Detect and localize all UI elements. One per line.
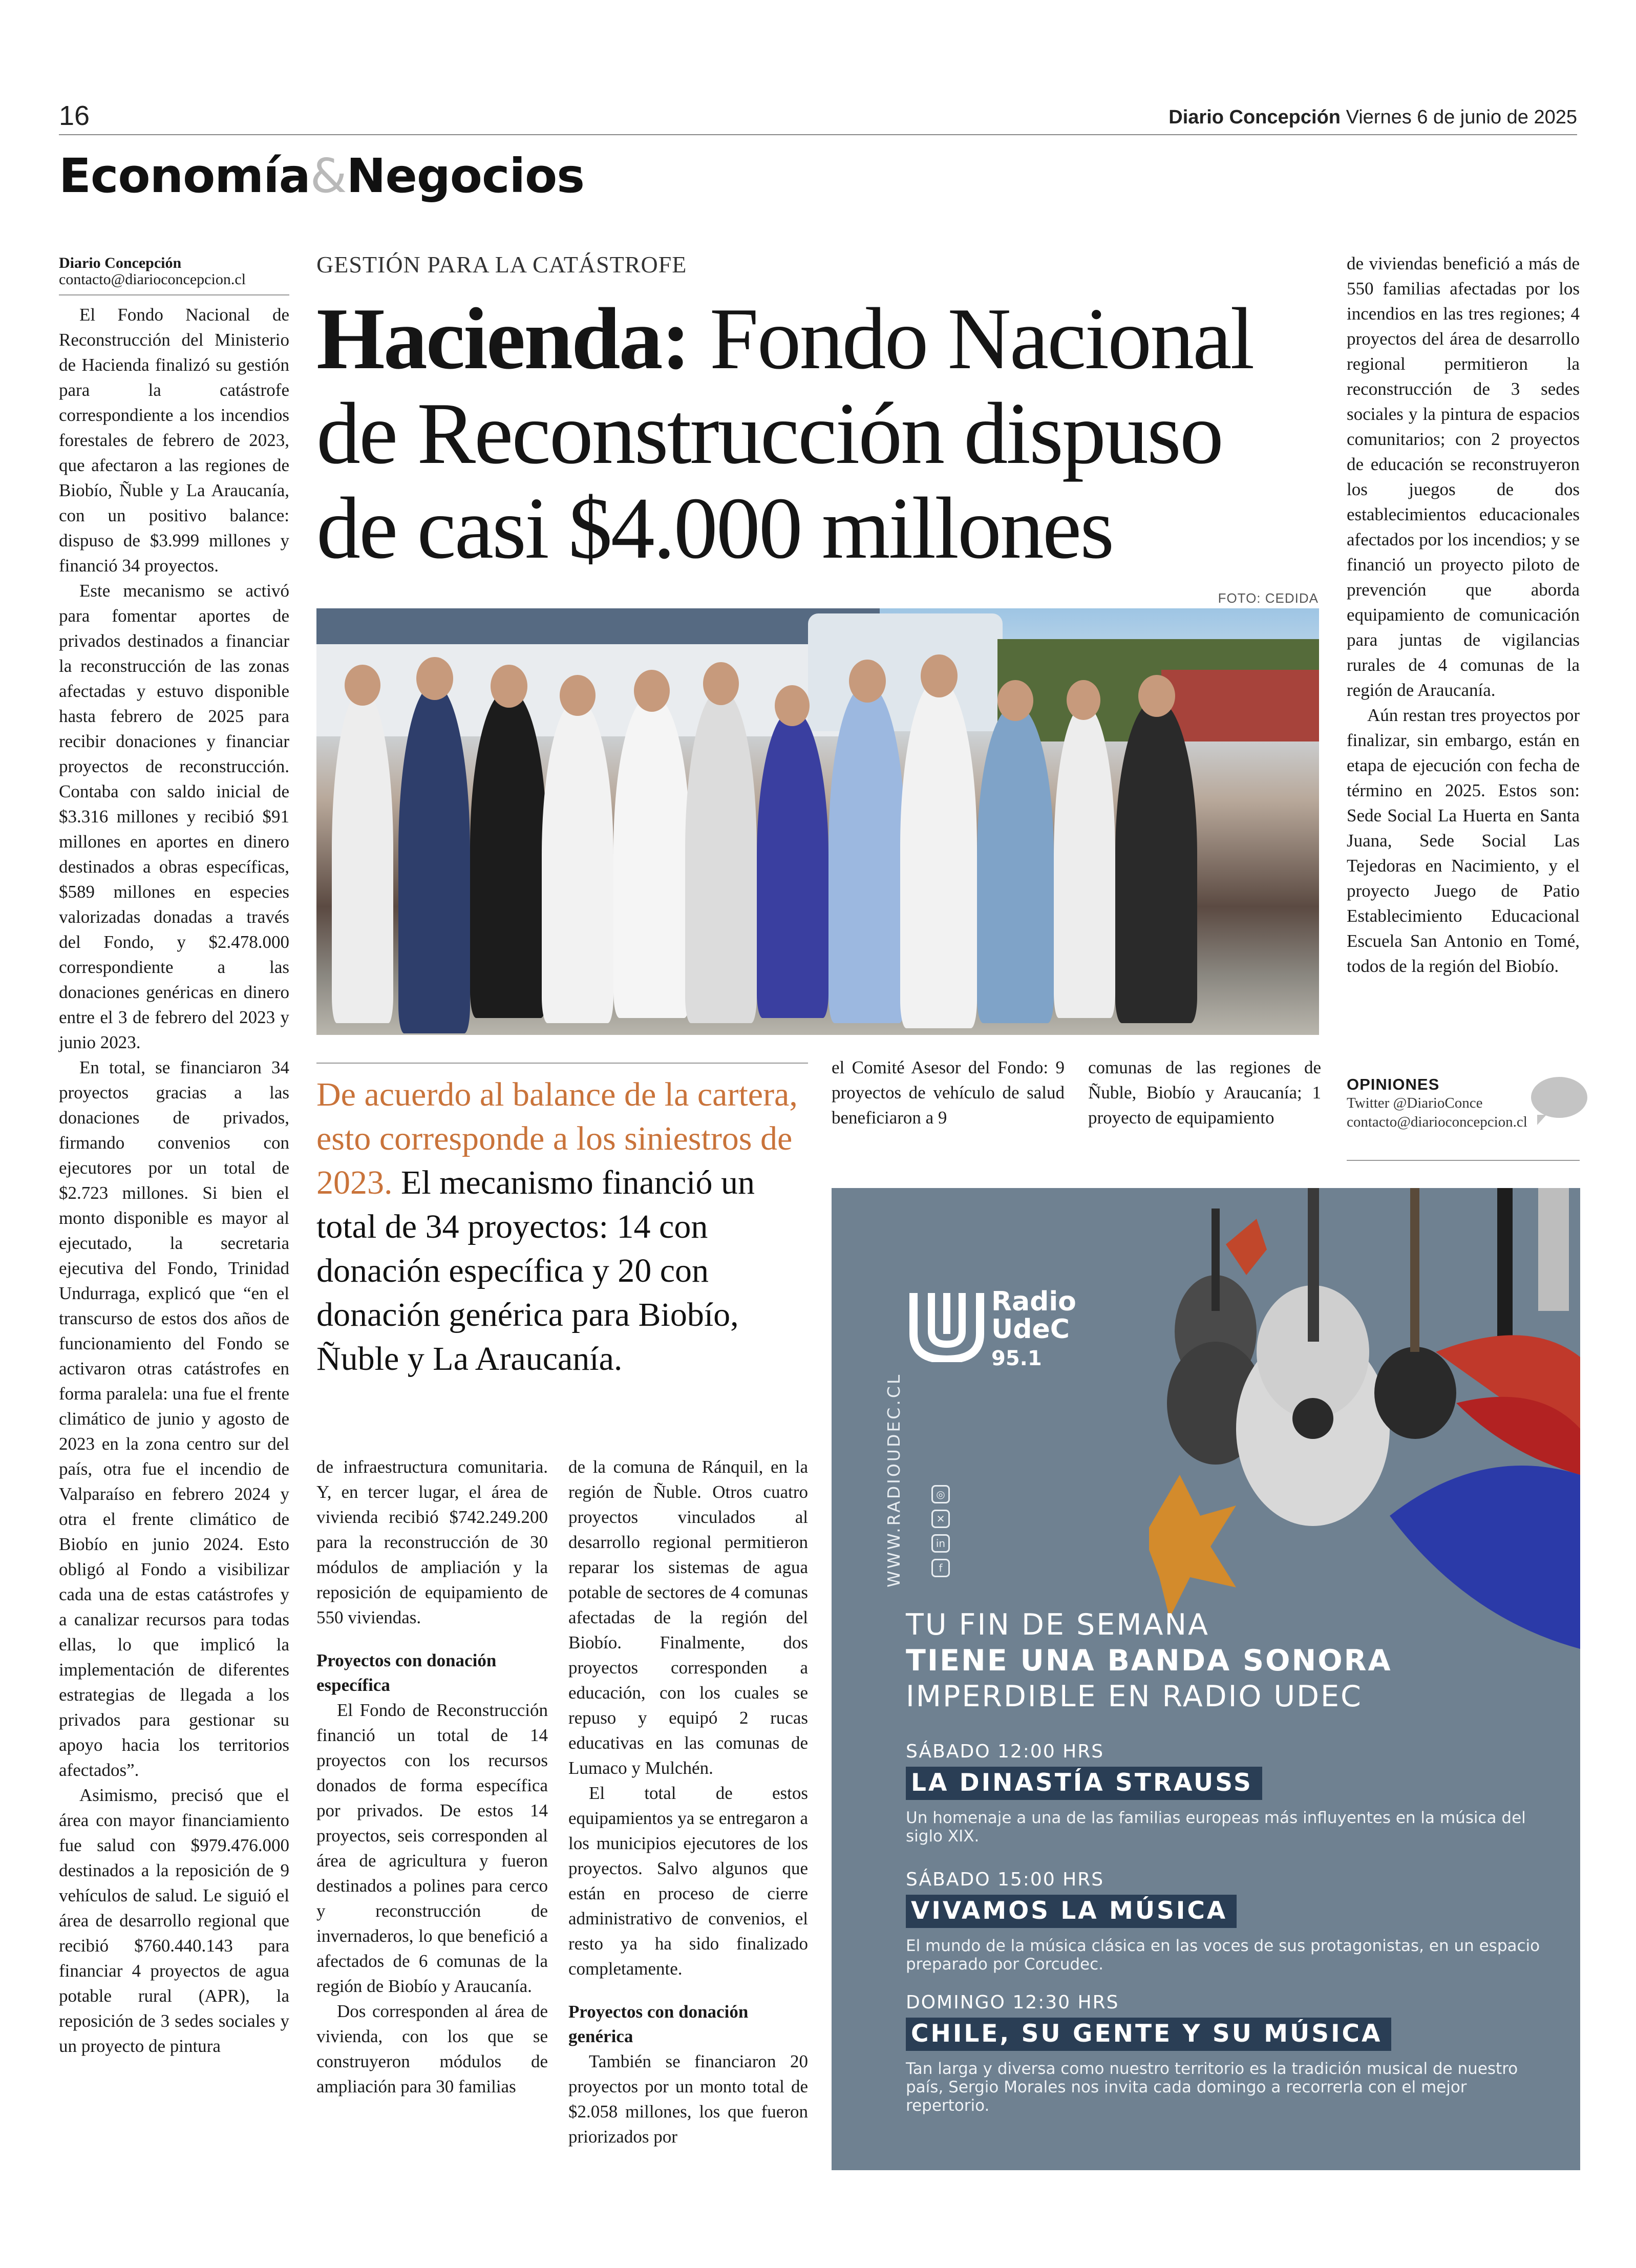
headline-rest: Fondo Nacional de Reconstrucción dispuso de casi $4.000 millones <box>316 290 1253 577</box>
section-title-right: Negocios <box>346 149 585 203</box>
pullquote-rule <box>316 1063 808 1064</box>
opinions-email: contacto@diarioconcepcion.cl <box>1347 1114 1527 1130</box>
paragraph: En total, se financiaron 34 proyectos gracias a las donaciones de privados, firmando convenios con ejecutores por un total de $2.723 millones. Si bien el monto disponible es mayor al ejecutado, la secretaria ejecutiva del Fondo, Trinidad Undurraga, explicó que “en el transcurso de estos dos años de funcionamiento del Fondo se activaron otras catástrofes en forma paralela: una fue el frente climático de junio y agosto de 2023 en la zona centro sur del país, otra fue el incendio de Valparaíso en febrero 2024 y otra el frente climático de Biobío en junio 2024. Esto obligó al Fondo a visibilizar cada una de estas catástrofes y a canalizar recursos para todas ellas, lo que implicó la implementación de diferentes estrategias de llegada a los privados para gestionar su apoyo hacia los territorios afectados”. <box>59 1057 289 1780</box>
paragraph: Aún restan tres proyectos por finalizar, sin embargo, están en etapa de ejecución con fecha de término en 2025. Estos son: Sede Social La Huerta en Santa Juana, Sede Social Las Tejedoras en Nacimiento, y el proyecto Juego de Patio Establecimiento Educacional Escuela San Antonio en Tomé, todos de la región del Biobío. <box>1347 705 1580 976</box>
paragraph: de infraestructura comunitaria. Y, en tercer lugar, el área de vivienda recibió $742.249.200 para la reconstrucción de 30 módulos de ampliación y la reposición de equipamiento de 550 viviendas. <box>316 1457 548 1627</box>
person-head <box>997 680 1033 721</box>
person <box>398 685 470 1033</box>
paragraph: Dos corresponden al área de vivienda, con los que se construyeron módulos de ampliación para 30 familias <box>316 2001 548 2096</box>
article-column-4 <box>832 1055 1065 1130</box>
person-head <box>560 675 596 716</box>
radio-udec-logo-icon <box>908 1285 985 1362</box>
facebook-icon: f <box>931 1559 950 1577</box>
program-name: LA DINASTÍA STRAUSS <box>906 1767 1262 1800</box>
article-column-3 <box>568 1454 808 2149</box>
radio-frequency: 95.1 <box>991 1347 1042 1370</box>
section-title-left: Economía <box>59 149 310 203</box>
masthead-info <box>1168 107 1577 129</box>
person <box>977 706 1054 1023</box>
radio-name <box>991 1288 1076 1343</box>
issue-date: Viernes 6 de junio de 2025 <box>1346 107 1577 128</box>
radio-name-line-2: UdeC <box>991 1314 1070 1345</box>
paragraph: El Fondo de Reconstrucción financió un total de 14 proyectos con los recursos donados de forma específica por privados. De estos 14 proyectos, seis corresponden al área de agricultura y fueron destinados a polines para cerco y reconstrucción de invernaderos, lo que benefició a afectados de 6 comunas de la región de Biobío y Araucanía. <box>316 1700 548 1996</box>
person-head <box>1067 680 1100 720</box>
person-head <box>849 660 886 703</box>
person <box>1054 706 1115 1018</box>
paragraph: El Fondo Nacional de Reconstrucción del Ministerio de Hacienda finalizó su gestión para la catástrofe correspondiente a los incendios forestales de febrero de 2023, que afectaron a las regiones de Biobío, Ñuble y La Araucanía, con un positivo balance: dispuso de $3.999 millones y financió 34 proyectos. <box>59 305 289 576</box>
linkedin-icon: in <box>931 1534 950 1553</box>
program-description: El mundo de la música clásica en las voces de sus protagonistas, en un espacio preparado por Corcudec. <box>906 1937 1540 1974</box>
headline-bold: Hacienda: <box>316 290 689 388</box>
x-icon: ✕ <box>931 1510 950 1528</box>
paragraph: comunas de las regiones de Ñuble, Biobío y Araucanía; 1 proyecto de equipamiento <box>1088 1057 1321 1128</box>
radio-udec-ad <box>832 1188 1580 2170</box>
section-title <box>59 149 584 203</box>
paragraph: de la comuna de Ránquil, en la región de Ñuble. Otros cuatro proyectos vinculados al desarrollo regional permitieron reparar los sistemas de agua potable de sectores de 4 comunas afectadas de la región del Biobío. Finalmente, dos proyectos corresponden a educación, con los cuales se repuso y equipó 2 rucas educativas en las comunas de Lumaco y Mulchén. <box>568 1457 808 1778</box>
article-headline <box>316 292 1320 576</box>
program-description: Un homenaje a una de las familias europeas más influyentes en la música del siglo XIX. <box>906 1809 1526 1846</box>
person-head <box>416 657 453 700</box>
byline-name: Diario Concepción <box>59 255 182 271</box>
building-roof <box>316 608 880 644</box>
paragraph: de viviendas benefició a más de 550 familias afectadas por los incendios en las tres regiones; 4 proyectos del área de desarrollo regional permitieron la reconstrucción de 3 sedes sociales y la pintura de espacios comunitarios; con 2 proyectos de educación se reconstruyeron los juegos de dos establecimientos educacionales afectados por los incendios; y se financió un proyecto piloto de prevención que aborda equipamiento de comunicación para juntas de vigilancias rurales de 4 comunas de la región de Araucanía. <box>1347 253 1580 700</box>
speech-bubble-icon <box>1531 1077 1587 1118</box>
instagram-icon: ◎ <box>931 1485 950 1503</box>
opinions-twitter: Twitter @DiarioConce <box>1347 1095 1483 1111</box>
person <box>757 711 828 1018</box>
person-head <box>921 654 958 697</box>
pullquote-highlight: De acuerdo al balance de la cartera, esto corresponde a los siniestros de 2023. <box>316 1076 798 1201</box>
person-head <box>345 665 380 706</box>
person <box>542 701 613 1023</box>
article-kicker: GESTIÓN PARA LA CATÁSTROFE <box>316 251 687 278</box>
byline-email: contacto@diarioconcepcion.cl <box>59 271 246 288</box>
instruments-illustration <box>1149 1188 1580 1649</box>
subheading: Proyectos con donación específica <box>316 1650 497 1695</box>
byline <box>59 255 289 288</box>
paper-name: Diario Concepción <box>1168 107 1341 128</box>
ad-tagline-3: IMPERDIBLE EN RADIO UDEC <box>906 1680 1363 1713</box>
red-house <box>1161 670 1319 741</box>
photo-credit: FOTO: CEDIDA <box>1218 590 1319 606</box>
pullquote <box>316 1073 808 1381</box>
article-column-2 <box>316 1454 548 2099</box>
ad-tagline-1: TU FIN DE SEMANA <box>906 1608 1210 1642</box>
paragraph: También se financiaron 20 proyectos por un monto total de $2.058 millones, los que fueron priorizados por <box>568 2051 808 2147</box>
ambulance <box>808 613 1003 731</box>
paragraph: Asimismo, precisó que el área con mayor financiamiento fue salud con $979.476.000 destinados a la reposición de 9 vehículos de salud. Le siguió el área de desarrollo regional que recibió $760.440.143 para financiar 4 proyectos de agua potable rural (APR), la reposición de 3 sedes sociales y un proyecto de pintura <box>59 1785 289 2056</box>
article-column-1 <box>59 302 289 2059</box>
person <box>828 685 905 1023</box>
program-slot: DOMINGO 12:30 HRS <box>906 1992 1119 2013</box>
paragraph: El total de estos equipamientos ya se entregaron a los municipios ejecutores de los proyectos. Salvo algunos que están en proceso de cierre administrativo de convenios, el resto ya ha sido finalizado completamente. <box>568 1783 808 1979</box>
byline-rule <box>59 294 289 295</box>
person <box>685 690 757 1023</box>
person-head <box>634 670 670 712</box>
program-description: Tan larga y diversa como nuestro territorio es la tradición musical de nuestro país, Sergio Morales nos invita cada domingo a recorrerla con el mejor repertorio. <box>906 2060 1518 2115</box>
program-name: VIVAMOS LA MÚSICA <box>906 1895 1237 1928</box>
opinions-rule <box>1347 1160 1580 1161</box>
person-head <box>775 685 810 726</box>
radio-name-line-1: Radio <box>991 1286 1076 1317</box>
paragraph: el Comité Asesor del Fondo: 9 proyectos de vehículo de salud beneficiaron a 9 <box>832 1057 1065 1128</box>
section-ampersand: & <box>310 149 347 203</box>
person <box>1115 701 1197 1023</box>
person-head <box>1138 675 1175 717</box>
program-slot: SÁBADO 12:00 HRS <box>906 1741 1104 1762</box>
ad-tagline-2: TIENE UNA BANDA SONORA <box>906 1644 1392 1678</box>
person <box>900 680 977 1028</box>
person <box>470 690 547 1018</box>
paragraph: Este mecanismo se activó para fomentar aportes de privados destinados a financiar la reconstrucción de las zonas afectadas y estuvo disponible hasta febrero de 2025 para recibir donaciones y financiar proyectos de reconstrucción. Contaba con saldo inicial de $3.316 millones y recibió $91 millones en aportes en dinero destinados a obras específicas, $589 millones en especies valorizadas donadas a través del Fondo, y $2.478.000 correspondiente a las donaciones genéricas en dinero entre el 3 de febrero del 2023 y junio 2023. <box>59 581 289 1052</box>
masthead-rule <box>59 134 1577 135</box>
opinions-title: OPINIONES <box>1347 1075 1440 1093</box>
person <box>613 695 690 1018</box>
subheading: Proyectos con donación genérica <box>568 2002 749 2046</box>
person <box>332 690 393 1023</box>
page-number: 16 <box>59 100 90 131</box>
person-head <box>491 665 527 708</box>
article-column-5 <box>1088 1055 1321 1130</box>
program-name: CHILE, SU GENTE Y SU MÚSICA <box>906 2018 1391 2051</box>
pullquote-rest: El mecanismo financió un total de 34 proyectos: 14 con donación específica y 20 con donación genérica para Biobío, Ñuble y La Araucanía. <box>316 1164 755 1377</box>
article-photo <box>316 608 1319 1035</box>
program-slot: SÁBADO 15:00 HRS <box>906 1869 1104 1890</box>
person-head <box>703 662 739 705</box>
radio-url: WWW.RADIOUDEC.CL <box>884 1372 904 1587</box>
article-column-6 <box>1347 251 1580 979</box>
